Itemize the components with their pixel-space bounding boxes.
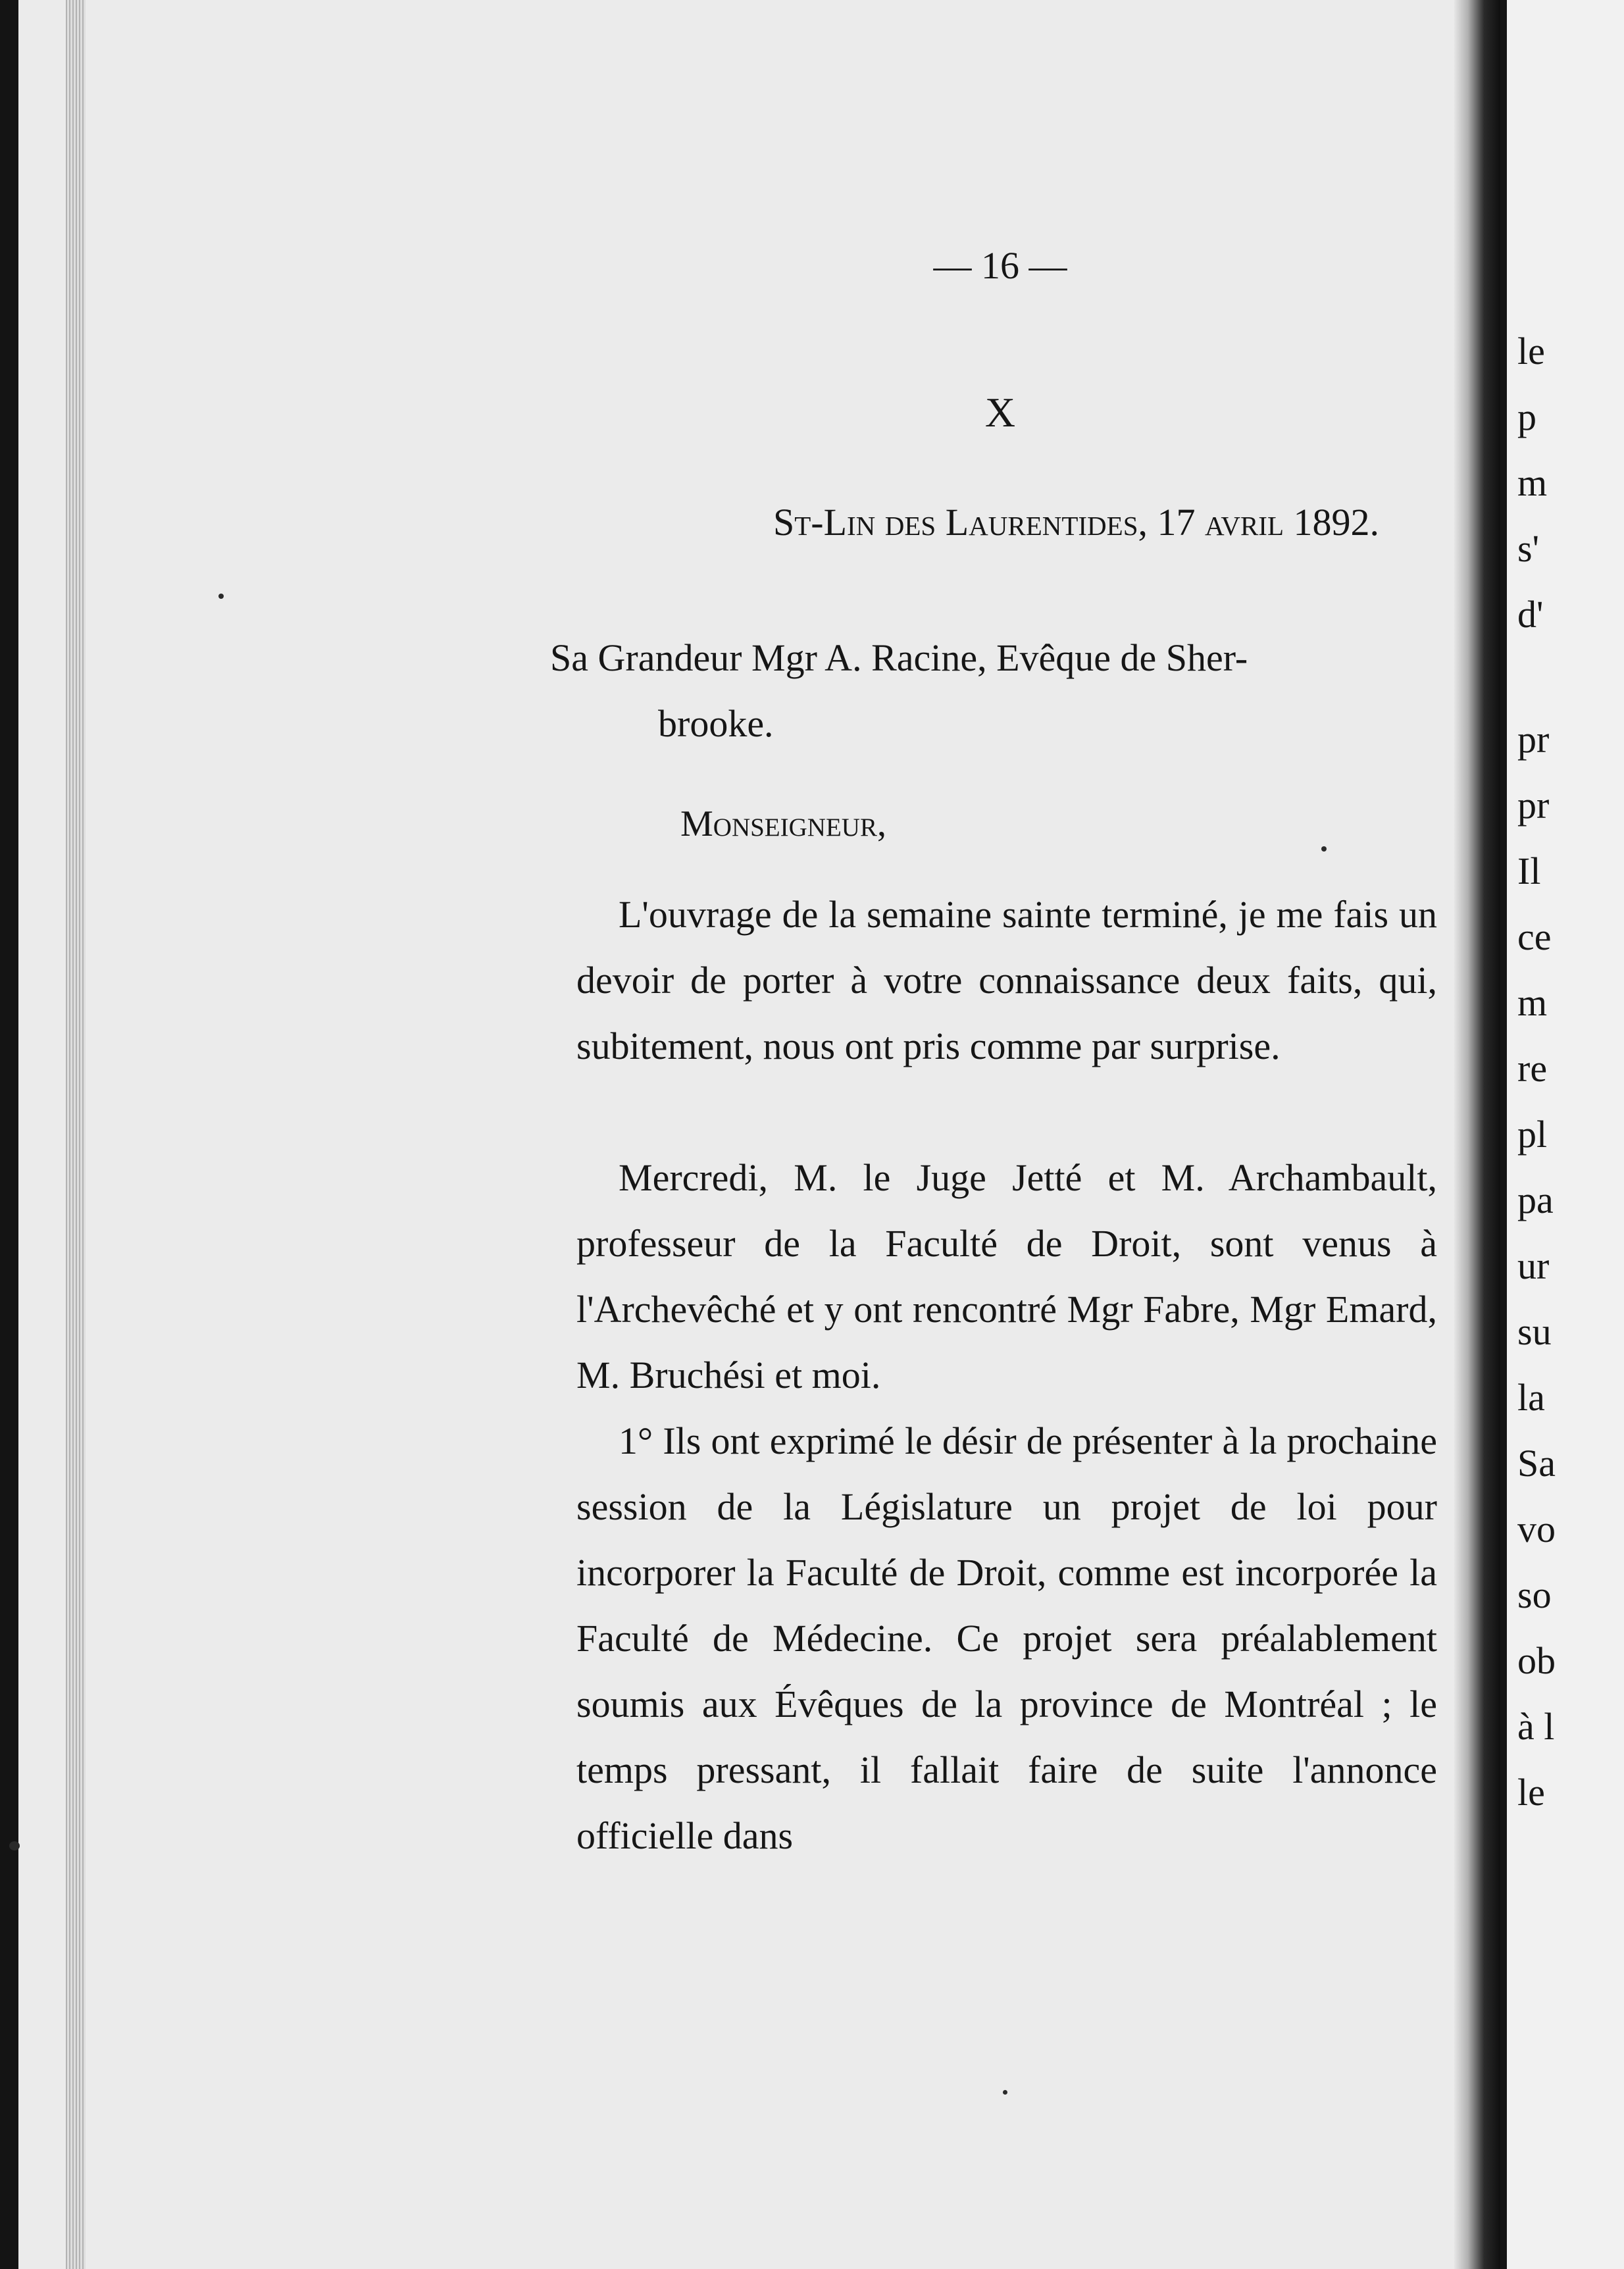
right-page-fragment: ur: [1517, 1244, 1550, 1287]
right-page-fragment: p: [1517, 395, 1536, 438]
ink-speck: [1003, 2090, 1007, 2095]
right-page-fragment: m: [1517, 981, 1548, 1024]
right-page-fragment: su: [1517, 1310, 1552, 1353]
page-gutter: [1454, 0, 1500, 2269]
right-page-fragment: Il: [1517, 850, 1541, 892]
paragraph-3: 1° Ils ont exprimé le désir de présenter à la prochaine session de la Législature un projet de loi pour incorporer la Faculté de Droit, comme est incorporée la Faculté de Médecine. Ce projet sera préalablement soumis aux Évêques de la province de Montréal ; le temps pressant, il fallait faire de suite l'annonce officielle dans: [576, 1419, 1437, 1857]
right-page-fragment: ob: [1517, 1639, 1556, 1682]
right-page-fragment: la: [1517, 1376, 1545, 1419]
right-page-fragment: pl: [1517, 1113, 1548, 1156]
right-page-fragment: Sa: [1517, 1442, 1556, 1485]
right-page-fragment: d': [1517, 593, 1544, 636]
addressee-line-1: Sa Grandeur Mgr A. Racine, Evêque de Sher-: [550, 636, 1248, 679]
addressee-line-2: brooke.: [658, 702, 774, 745]
right-page-fragment: le: [1517, 330, 1545, 372]
addressee: [550, 625, 1438, 757]
right-page-fragment: re: [1517, 1047, 1548, 1090]
page-number: — 16 —: [933, 244, 1067, 287]
ink-speck: [9, 1841, 20, 1850]
right-page-fragment: so: [1517, 1573, 1552, 1616]
right-page-fragment: m: [1517, 461, 1548, 504]
right-page-fragment: pr: [1517, 784, 1550, 827]
right-page-fragment: pa: [1517, 1179, 1554, 1221]
right-page-fragment: pr: [1517, 718, 1550, 761]
chapter-heading: X: [984, 389, 1016, 436]
paragraph-1: L'ouvrage de la semaine sainte terminé, je me fais un devoir de porter à votre connaissance deux faits, qui, subitement, nous ont pris comme par surprise.: [576, 893, 1437, 1067]
ink-speck: [218, 594, 224, 599]
binding-edge: [66, 0, 86, 2269]
right-page-fragment: ce: [1517, 915, 1552, 958]
right-page-fragment: s': [1517, 527, 1540, 570]
salutation: Monseigneur,: [680, 803, 886, 844]
ink-speck: [1321, 846, 1327, 852]
left-page: [18, 0, 1492, 2269]
right-page-fragment: vo: [1517, 1508, 1556, 1550]
paragraph-2: Mercredi, M. le Juge Jetté et M. Archambault, professeur de la Faculté de Droit, sont venus à l'Archevêché et y ont rencontré Mgr Fabre, Mgr Emard, M. Bruchési et moi.: [576, 1156, 1437, 1396]
right-page-fragment: à l: [1517, 1705, 1555, 1748]
right-page-fragment: le: [1517, 1771, 1545, 1814]
dateline: St-Lin des Laurentides, 17 avril 1892.: [773, 501, 1379, 544]
